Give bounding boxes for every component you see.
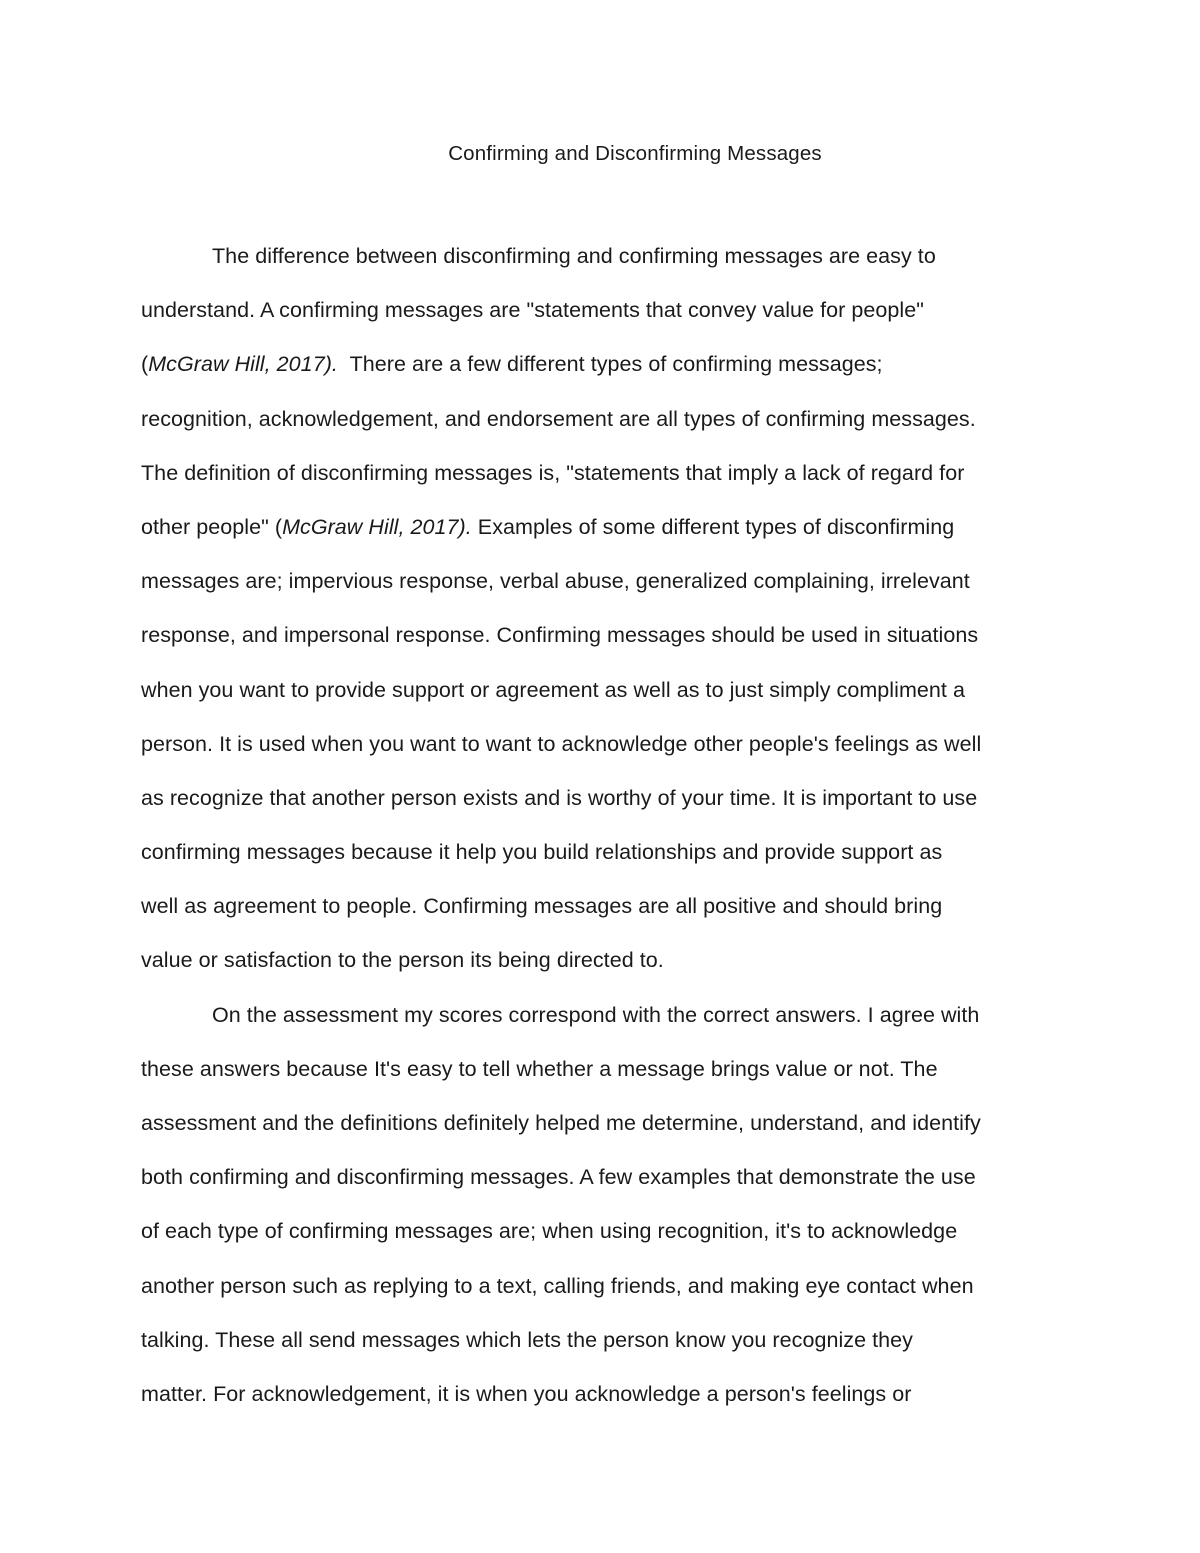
body-line: The definition of disconfirming messages is, "statements that imply a lack of regard for [141,460,965,485]
body-line-with-citation [141,511,1071,565]
body-line: of each type of confirming messages are; when using recognition, it's to acknowledge [141,1219,958,1244]
line-text: ( [141,352,149,377]
body-line: person. It is used when you want to want to acknowledge other people's feelings as well [141,731,982,756]
body-line: another person such as replying to a text, calling friends, and making eye contact when [141,1273,974,1298]
body-line: understand. A confirming messages are "statements that convey value for people" [141,298,924,323]
document-body [141,240,1071,1432]
body-line: talking. These all send messages which lets the person know you recognize they [141,1327,913,1352]
body-line: when you want to provide support or agreement as well as to just simply compliment a [141,677,965,702]
body-line: both confirming and disconfirming messages. A few examples that demonstrate the use [141,1165,976,1190]
line-text: There are a few different types of confirming messages; [337,352,883,377]
body-line: response, and impersonal response. Confirming messages should be used in situations [141,623,979,648]
body-line: On the assessment my scores correspond with the correct answers. I agree with [212,1002,980,1027]
body-line: value or satisfaction to the person its being directed to. [141,948,664,973]
line-text: Examples of some different types of disconfirming [471,514,955,539]
citation: McGraw Hill, 2017). [282,514,472,539]
body-line-with-citation [141,348,1071,402]
body-line: these answers because It's easy to tell whether a message brings value or not. The [141,1056,938,1081]
body-line: The difference between disconfirming and confirming messages are easy to [212,244,936,268]
body-line: matter. For acknowledgement, it is when you acknowledge a person's feelings or [141,1381,912,1406]
document-title: Confirming and Disconfirming Messages [448,142,822,165]
line-text: other people" ( [141,514,283,539]
body-line: messages are; impervious response, verbal abuse, generalized complaining, irrelevant [141,569,970,594]
body-line: well as agreement to people. Confirming messages are all positive and should bring [141,894,943,919]
body-line: assessment and the definitions definitely helped me determine, understand, and identify [141,1111,981,1135]
body-line: recognition, acknowledgement, and endorsement are all types of confirming messages. [141,406,976,431]
citation: McGraw Hill, 2017). [148,352,338,377]
body-line: confirming messages because it help you build relationships and provide support as [141,840,943,865]
body-line: as recognize that another person exists and is worthy of your time. It is important to use [141,785,978,810]
